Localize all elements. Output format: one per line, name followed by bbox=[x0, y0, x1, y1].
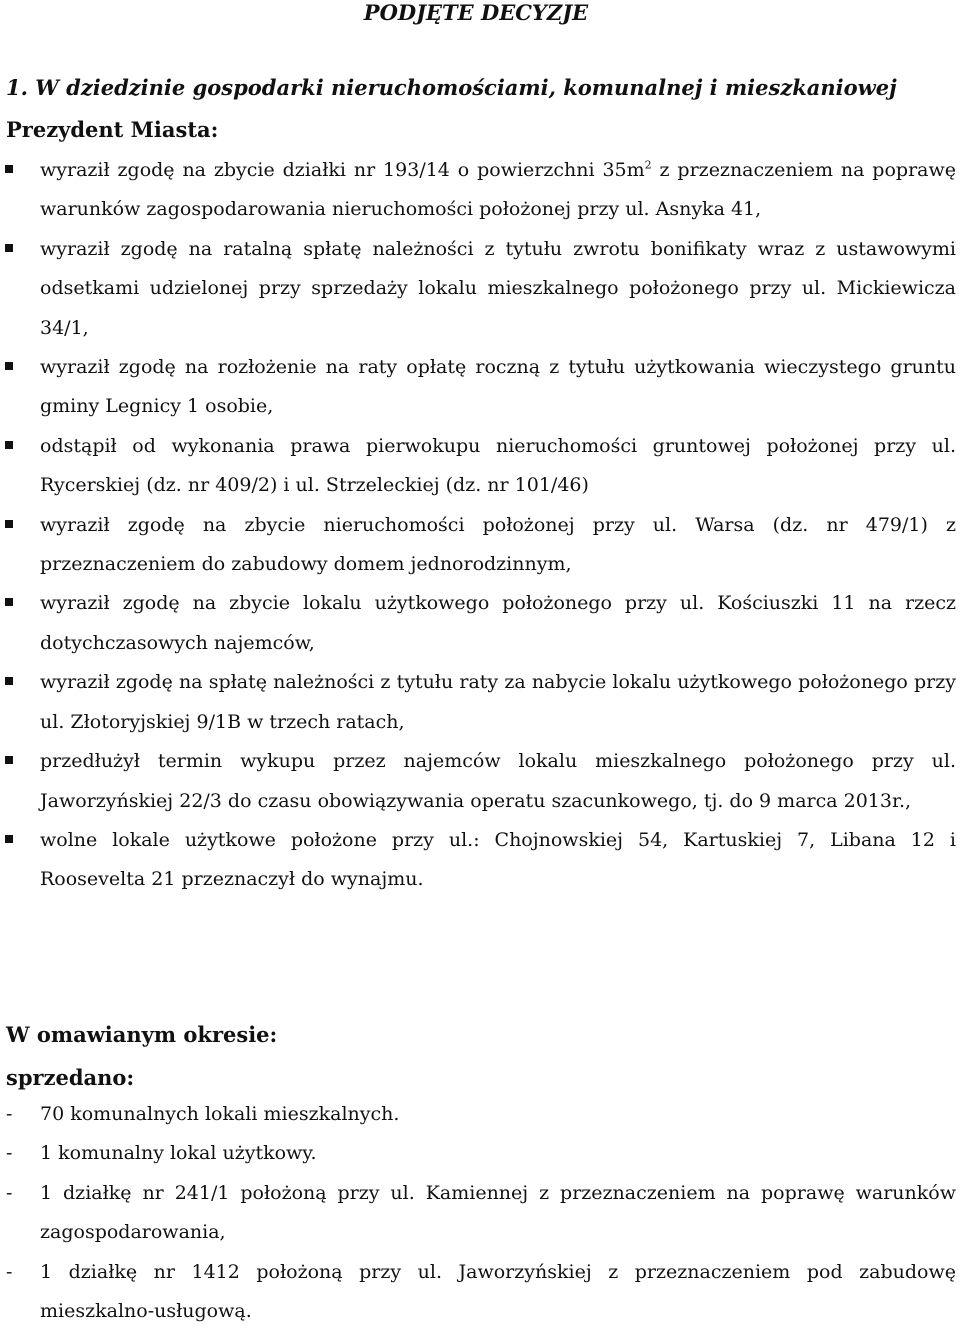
sold-item bbox=[0, 1134, 960, 1173]
decision-item bbox=[0, 663, 960, 742]
sold-text: 1 działkę nr 1412 położoną przy ul. Jaworzyńskiej z przeznaczeniem pod zabudowę mieszkalno-usługową. bbox=[40, 1260, 956, 1323]
decision-text: wyraził zgodę na zbycie lokalu użytkowego położonego przy ul. Kościuszki 11 na rzecz dotychczasowych najemców, bbox=[40, 592, 956, 654]
dash-marker: - bbox=[6, 1142, 13, 1165]
dash-marker: - bbox=[6, 1103, 13, 1125]
decision-item bbox=[0, 151, 960, 230]
decision-text: wolne lokale użytkowe położone przy ul.: Chojnowskiej 54, Kartuskiej 7, Libana 12 i Roosevelta 21 przeznaczył do wynajmu. bbox=[40, 828, 956, 891]
decision-text: odstąpił od wykonania prawa pierwokupu nieruchomości gruntowej położonej przy ul. Rycerskiej (dz. nr 409/2) i ul. Strzeleckiej (dz. nr 101/46) bbox=[40, 434, 956, 497]
document-heading bbox=[0, 0, 960, 26]
decision-item bbox=[0, 427, 960, 506]
decision-item bbox=[0, 821, 960, 900]
superscript: 2 bbox=[644, 158, 652, 172]
square-bullet-icon bbox=[5, 165, 13, 173]
square-bullet-icon bbox=[5, 677, 13, 685]
square-bullet-icon bbox=[5, 835, 13, 843]
decision-list bbox=[0, 151, 960, 900]
square-bullet-icon bbox=[5, 598, 13, 606]
decision-text: przedłużył termin wykupu przez najemców lokalu mieszkalnego położonego przy ul. Jaworzyńskiej 22/3 do czasu obowiązywania operatu szacunkowego, tj. do 9 marca 2013r., bbox=[40, 750, 956, 812]
square-bullet-icon bbox=[5, 362, 13, 370]
decision-text: wyraził zgodę na zbycie nieruchomości położonej przy ul. Warsa (dz. nr 479/1) z przeznaczeniem do zabudowy domem jednorodzinnym, bbox=[40, 513, 956, 576]
section2-subtitle: sprzedano: bbox=[6, 1065, 135, 1090]
sold-text: 1 komunalny lokal użytkowy. bbox=[40, 1142, 317, 1165]
dash-marker: - bbox=[6, 1260, 13, 1283]
square-bullet-icon bbox=[5, 441, 13, 449]
sold-list bbox=[0, 1095, 960, 1331]
sold-item bbox=[0, 1253, 960, 1331]
document-heading-text: PODJĘTE DECYZJE bbox=[363, 0, 589, 25]
sold-text: 70 komunalnych lokali mieszkalnych. bbox=[40, 1103, 400, 1125]
square-bullet-icon bbox=[5, 756, 13, 764]
decision-item bbox=[0, 742, 960, 821]
decision-text: wyraził zgodę na ratalną spłatę należności z tytułu zwrotu bonifikaty wraz z ustawowymi odsetkami udzielonej przy sprzedaży lokalu mieszkalnego położonego przy ul. Mickiewicza 34/1, bbox=[40, 237, 956, 339]
section2-title: W omawianym okresie: bbox=[6, 1022, 278, 1047]
decision-text-cont: z przeznaczeniem na poprawę warunków zagospodarowania nieruchomości położonej przy ul. Asnyka 41, bbox=[40, 159, 956, 221]
sold-item bbox=[0, 1095, 960, 1134]
decision-text: wyraził zgodę na zbycie działki nr 193/14 o powierzchni 35m bbox=[40, 159, 645, 181]
sold-text: 1 działkę nr 241/1 położoną przy ul. Kamiennej z przeznaczeniem na poprawę warunków zagospodarowania, bbox=[40, 1181, 956, 1244]
decision-text: wyraził zgodę na rozłożenie na raty opłatę roczną z tytułu użytkowania wieczystego gruntu gminy Legnicy 1 osobie, bbox=[40, 356, 956, 418]
decision-text: wyraził zgodę na spłatę należności z tytułu raty za nabycie lokalu użytkowego położonego przy ul. Złotoryjskiej 9/1B w trzech ratach, bbox=[40, 671, 956, 733]
decision-item bbox=[0, 584, 960, 663]
sold-item bbox=[0, 1174, 960, 1253]
decision-item bbox=[0, 348, 960, 427]
square-bullet-icon bbox=[5, 520, 13, 528]
section1-title: 1. W dziedzinie gospodarki nieruchomościami, komunalnej i mieszkaniowej bbox=[6, 75, 897, 100]
dash-marker: - bbox=[6, 1181, 13, 1204]
decision-item bbox=[0, 506, 960, 585]
decision-item bbox=[0, 230, 960, 348]
section1-subtitle: Prezydent Miasta: bbox=[6, 117, 219, 142]
square-bullet-icon bbox=[5, 244, 13, 252]
